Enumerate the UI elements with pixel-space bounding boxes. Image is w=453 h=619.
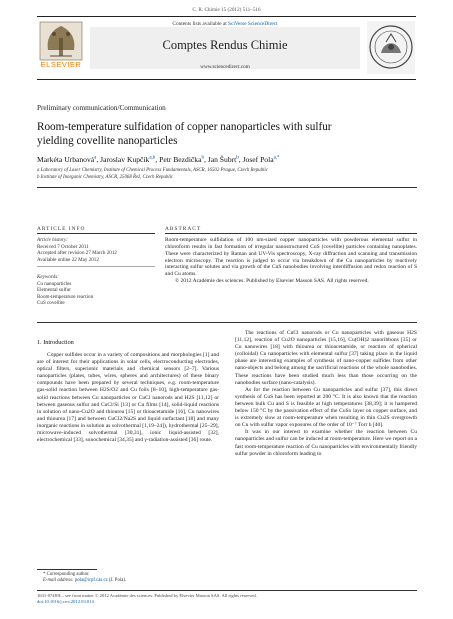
availability-prefix: Contents lists available at <box>172 21 229 27</box>
body-column-right <box>235 330 417 458</box>
body-column-left <box>37 352 219 444</box>
abstract-body <box>165 237 417 285</box>
footnote: * Corresponding author. E-mail address: pola@icpf.cas.cz (J. Pola). <box>37 572 219 584</box>
keyword: CuS covellite <box>37 300 65 306</box>
keywords: Keywords: Cu nanoparticles Elemental sulfur Room-temperature reaction CuS covellite <box>37 274 155 307</box>
divider <box>37 266 155 267</box>
paragraph: As for the reaction between Cu nanoparticles and sulfur [37], this direct synthesis of CuS has been reported at 200 °C. It is also known that the reaction between bulk Cu and S is feasible at high temperatures [38,39]; it is hampered below 150 °C by the passivation effect of the CuSx layer on copper surface, and is extremely slow at room-temperature when resulting in thin Cu2S overgrowth on Cu with sulfur vapor exposures of the order of 10⁻⁷ Torr h [40]. <box>235 386 417 429</box>
abstract-heading: ABSTRACT <box>165 226 202 232</box>
footnote-rule <box>37 569 97 570</box>
article-history: Article history: Received 7 October 2011 Accepted after revision 27 March 2012 Available online 22 May 2012 <box>37 237 117 263</box>
divider <box>37 590 417 591</box>
divider <box>37 233 155 234</box>
title-line-2: yielding covellite nanoparticles <box>37 134 178 147</box>
issn-block <box>37 593 417 605</box>
author[interactable]: Josef Pola$^{a,*}$ <box>242 155 280 164</box>
author[interactable]: Markéta Urbanová$^a$ <box>37 155 97 164</box>
journal-citation: C. R. Chimie 15 (2012) 511–516 <box>192 7 261 13</box>
author-list: Markéta Urbanová$^a$, Jaroslav Kupčík$^{a,b}$, Petr Bezdička$^b$, Jan Šubrt$^b$, Josef Pola$^{a,*}$ <box>37 155 280 164</box>
article-info-heading: ARTICLE INFO <box>37 226 86 232</box>
paragraph: It was in our interest to examine whether the reaction between Cu nanoparticles and sulfur can be induced at room-temperature. Here we report on a fast room-temperature reaction of Cu nanoparticles with environmentally friendly sulfur powder in chloroform leading to <box>235 429 417 457</box>
divider <box>37 187 417 188</box>
section-heading: 1. Introduction <box>37 339 74 346</box>
divider <box>37 322 417 323</box>
author[interactable]: Jan Šubrt$^b$ <box>207 155 239 164</box>
corresponding-author: * Corresponding author. <box>43 572 90 577</box>
abstract-copyright: © 2012 Académie des sciences. Published by Elsevier Masson SAS. All rights reserved. <box>175 278 369 285</box>
issn-line: 1631-0748/$ – see front matter © 2012 Académie des sciences. Published by Elsevier Masson SAS. All rights reserved. <box>37 593 257 598</box>
journal-homepage[interactable]: www.sciencedirect.com <box>200 64 250 70</box>
author[interactable]: Petr Bezdička$^b$ <box>159 155 204 164</box>
email-link[interactable]: pola@icpf.cas.cz <box>74 578 108 584</box>
affiliation-b: b Institute of Inorganic Chemistry, ASCR, 25068 Řež, Czech Republic <box>37 174 174 180</box>
journal-title: Comptes Rendus Chimie <box>162 38 288 52</box>
doi-link[interactable]: doi:10.1016/j.crci.2012.03.014 <box>37 599 94 604</box>
keyword: Room-temperature reaction <box>37 293 94 300</box>
affiliations <box>37 168 417 181</box>
paragraph: The reactions of CuCl nanorods or Cu nanoparticles with gaseous H2S [11,12], reaction of Cu2O nanoparticles [15,16], Cu(OH)2 nanoribbons [35] or Cu nanowires [18] with thiourea or thioacetamide, or reaction of spherical (colloidal) Cu nanoparticles with elemental sulfur [37] taking place in the liquid phase are interesting examples of synthesis of nano-copper sulfides from other nano-objects and belong among the sacrificial reactions of the whole nanobodies. These reactions have been studied much less than those occurring on the nanobodies surface (nano-catalysis). <box>235 330 417 386</box>
keyword: Cu nanoparticles <box>37 280 72 287</box>
academy-seal <box>366 20 416 75</box>
elsevier-wordmark: ELSEVIER <box>40 60 82 69</box>
title-line-1: Room-temperature sulfidation of copper nanoparticles with sulfur <box>37 121 332 133</box>
divider <box>165 233 417 234</box>
affiliation-a: a Laboratory of Laser Chemistry, Institute of Chemical Process Fundamentals, ASCR, 16502 Prague, Czech Republic <box>37 168 268 173</box>
abstract-text: Room-temperature sulfidation of 100 nm-sized copper nanoparticles with powderous elemental sulfur in chloroform results in fast formation of irregular nanostructured CuS (covellite) particles containing nanoplates. These were characterized by Raman and UV-Vis spectroscopy, X-ray diffraction and scanning and transmission electron microscopy. The reaction is judged to occur via breakdown of the Cu nanoparticles by reactively interacting sulfur solutes and via growth of the CuS nanobodies involving interdiffusion and redox reaction of S and Cu atoms. <box>165 237 417 278</box>
article-type: Preliminary communication/Communication <box>37 104 166 112</box>
article-title <box>37 121 417 148</box>
keyword: Elemental sulfur <box>37 287 71 293</box>
paragraph: Copper sulfides occur in a variety of compositions and morphologies [1] and are of interest for their applications in solar cells, electroconducting electrodes, optical filters, superionic materials and chemical sensors [2–7]. Various nanoparticles (plates, tubes, wires, spheres and architectures) of these binary compounds have been prepared by several techniques, e.g. room-temperature gas-solid reaction between H2S/O2 and Cu foils [8–10], high-temperature gas-solid reactions between Cu nanoparticles or CuCl nanorods and H2S [11,12] or between gaseous sulfur and CuCl/Si [13] or Cu films [14], solid-liquid reactions in solution of nano-Cu2O and thiourea [15] or thioacetamide [16], Cu nanowires and thiourea [17] and between CuCl2/Na2S and liquid surfactant [18] and many inorganic reactions in solution as solvothermal [1,19–24]), hydrothermal [25–29], microwave-induced solvothermal [30,31], ionic liquid-assisted [32], electrochemical [33], sonochemical [34,35] and γ-radiation-assisted [36] route. <box>37 352 219 444</box>
author[interactable]: Jaroslav Kupčík$^{a,b}$ <box>100 155 156 164</box>
sciencedirect-link[interactable]: SciVerse ScienceDirect <box>228 21 278 27</box>
